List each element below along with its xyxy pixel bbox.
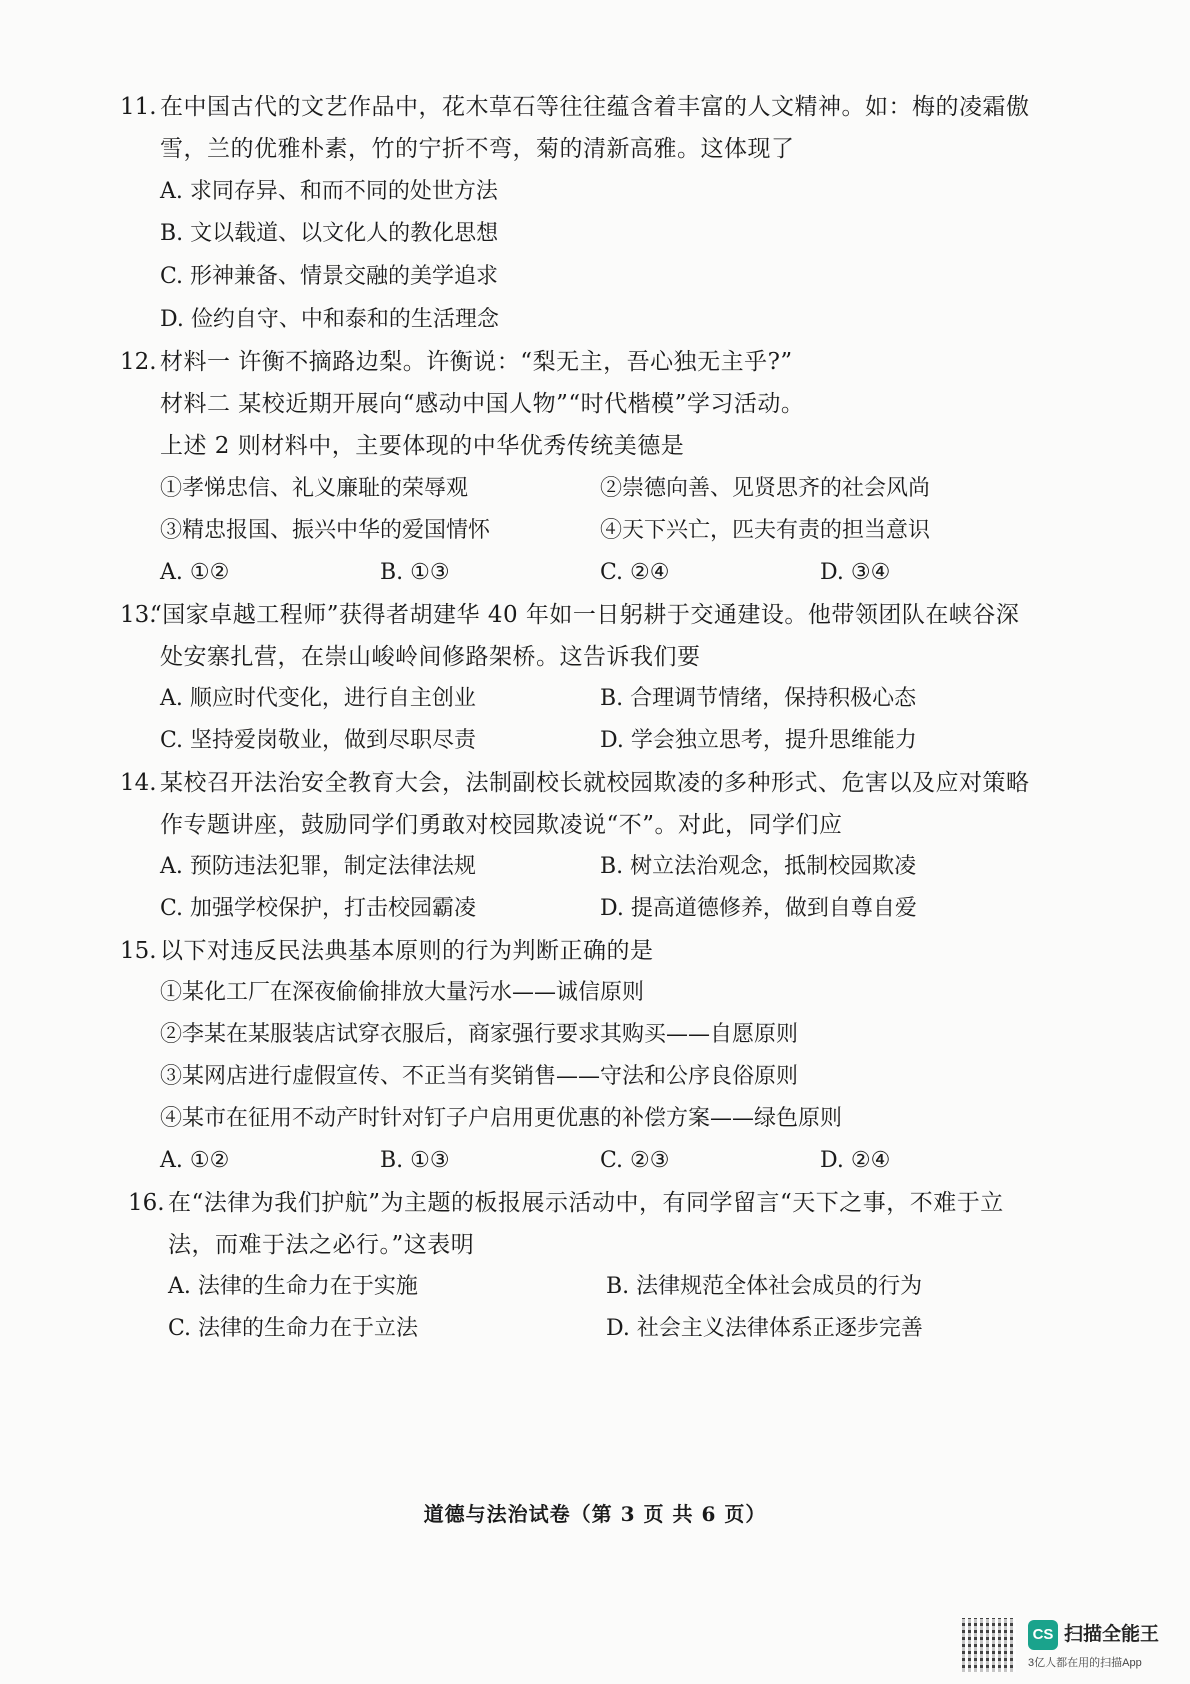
watermark-app-name: 扫描全能王 [1064,1624,1160,1645]
question-11-option-c: C. 形神兼备、情景交融的美学追求 [160,264,499,289]
question-11-option-b: B. 文以载道、以文化人的教化思想 [160,221,499,246]
question-12-item-3: ③精忠报国、振兴中华的爱国情怀 [160,518,491,543]
question-15-item-2: ②李某在某服装店试穿衣服后，商家强行要求其购买——自愿原则 [160,1022,799,1047]
question-13-option-a: A. 顺应时代变化，进行自主创业 [160,686,476,711]
question-13-option-b: B. 合理调节情绪，保持积极心态 [600,686,917,711]
page-footer: 道德与法治试卷（第 3 页 共 6 页） [423,1502,767,1526]
question-14-option-c: C. 加强学校保护，打击校园霸凌 [160,896,477,921]
question-15-option-b: B. ①③ [380,1148,450,1173]
question-11-number: 11. [120,94,157,120]
watermark-tagline: 3亿人都在用的扫描App [1028,1657,1142,1669]
scanner-watermark [962,1618,1172,1674]
question-11-option-d: D. 俭约自守、中和泰和的生活理念 [160,307,499,332]
question-12-stem-line-2: 材料二 某校近期开展向“感动中国人物”“时代楷模”学习活动。 [160,391,805,417]
question-12-item-1: ①孝悌忠信、礼义廉耻的荣辱观 [160,476,469,501]
question-14-option-d: D. 提高道德修养，做到自尊自爱 [600,896,917,921]
question-15-item-1: ①某化工厂在深夜偷偷排放大量污水——诚信原则 [160,980,645,1005]
question-12-number: 12. [120,349,157,375]
camscanner-logo: CS [1028,1620,1058,1650]
question-16-number: 16. [128,1190,165,1216]
question-13-stem-line-2: 处安寨扎营，在崇山峻岭间修路架桥。这告诉我们要 [160,644,701,670]
question-11-stem-line-2: 雪，兰的优雅朴素，竹的宁折不弯，菊的清新高雅。这体现了 [160,136,795,162]
question-15-number: 15. [120,938,157,964]
question-11-stem-line-1: 在中国古代的文艺作品中，花木草石等往往蕴含着丰富的人文精神。如：梅的凌霜傲 [160,94,1030,120]
question-15-option-d: D. ②④ [820,1148,891,1173]
question-14-option-a: A. 预防违法犯罪，制定法律法规 [160,854,476,879]
question-16-option-a: A. 法律的生命力在于实施 [168,1274,418,1299]
qr-code-icon [962,1618,1016,1672]
question-16-option-c: C. 法律的生命力在于立法 [168,1316,419,1341]
question-14-stem-line-2: 作专题讲座，鼓励同学们勇敢对校园欺凌说“不”。对此，同学们应 [160,812,843,838]
question-16-option-d: D. 社会主义法律体系正逐步完善 [606,1316,923,1341]
question-15-item-4: ④某市在征用不动产时针对钉子户启用更优惠的补偿方案——绿色原则 [160,1106,843,1131]
question-15-item-3: ③某网店进行虚假宣传、不正当有奖销售——守法和公序良俗原则 [160,1064,799,1089]
question-11-option-a: A. 求同存异、和而不同的处世方法 [160,179,498,204]
question-13-stem-line-1: “国家卓越工程师”获得者胡建华 40 年如一日躬耕于交通建设。他带领团队在峡谷深 [150,602,1020,628]
question-12-item-4: ④天下兴亡，匹夫有责的担当意识 [600,518,931,543]
question-12-stem-line-3: 上述 2 则材料中，主要体现的中华优秀传统美德是 [160,433,685,459]
question-14-option-b: B. 树立法治观念，抵制校园欺凌 [600,854,917,879]
question-16-option-b: B. 法律规范全体社会成员的行为 [606,1274,923,1299]
question-13-option-d: D. 学会独立思考，提升思维能力 [600,728,917,753]
question-14-number: 14. [120,770,157,796]
question-15-option-a: A. ①② [160,1148,230,1173]
question-15-option-c: C. ②③ [600,1148,670,1173]
question-15-stem-line-1: 以下对违反民法典基本原则的行为判断正确的是 [160,938,654,964]
question-12-option-d: D. ③④ [820,560,891,585]
question-12-option-c: C. ②④ [600,560,670,585]
question-12-option-a: A. ①② [160,560,230,585]
question-12-stem-line-1: 材料一 许衡不摘路边梨。许衡说：“梨无主，吾心独无主乎?” [160,349,793,375]
question-13-option-c: C. 坚持爱岗敬业，做到尽职尽责 [160,728,477,753]
question-13-number: 13. [120,602,157,628]
question-12-option-b: B. ①③ [380,560,450,585]
question-12-item-2: ②崇德向善、见贤思齐的社会风尚 [600,476,931,501]
question-16-stem-line-2: 法，而难于法之必行。”这表明 [168,1232,475,1258]
question-16-stem-line-1: 在“法律为我们护航”为主题的板报展示活动中，有同学留言“天下之事，不难于立 [168,1190,1004,1216]
question-14-stem-line-1: 某校召开法治安全教育大会，法制副校长就校园欺凌的多种形式、危害以及应对策略 [160,770,1030,796]
